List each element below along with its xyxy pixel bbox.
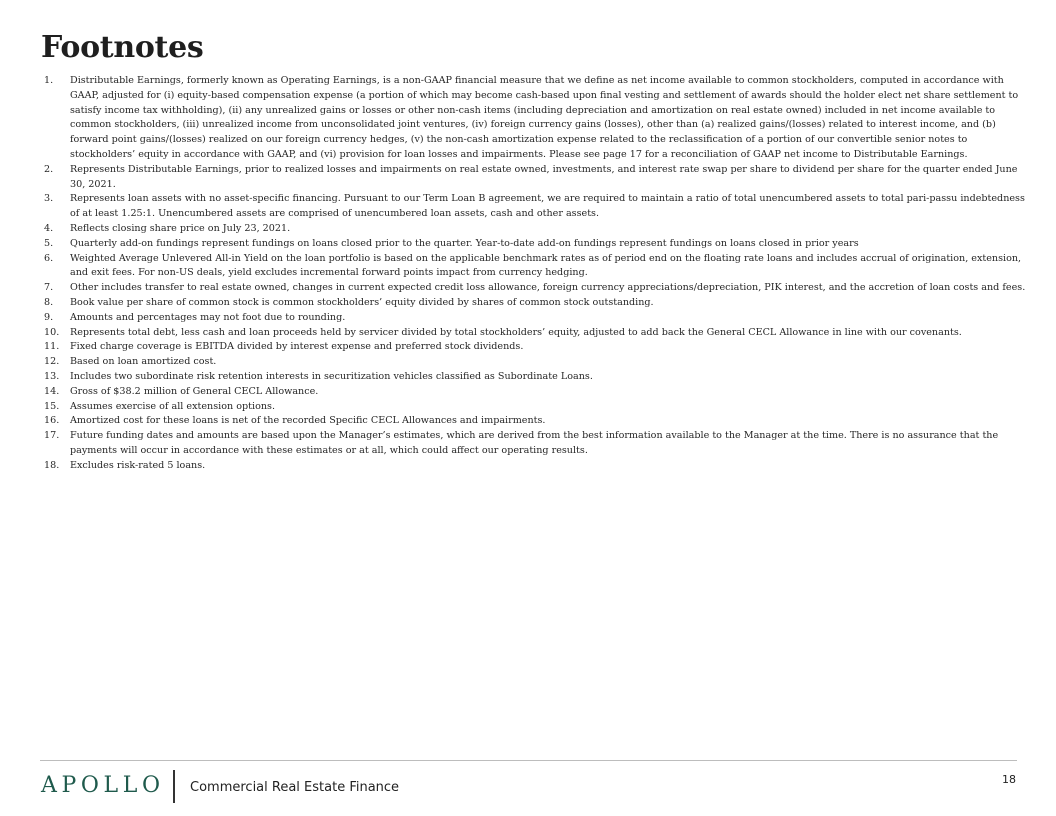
footnote-item [40, 252, 1026, 282]
page-title: Footnotes [41, 30, 204, 65]
footnote-number: 8. [44, 296, 54, 308]
footnote-text: Represents loan assets with no asset-specific financing. Pursuant to our Term Loan B agreement, we are required to maintain a ratio of total unencumbered assets to total pari-passu indebtedness of at least 1.25:1. Unencumbered assets are comprised of unencumbered loan assets, cash and other assets. [70, 193, 1025, 220]
footnote-number: 5. [44, 237, 54, 249]
footnote-text: Other includes transfer to real estate owned, changes in current expected credit loss allowance, foreign currency appreciations/depreciation, PIK interest, and the accretion of loan costs and fees. [70, 282, 1026, 294]
footnote-item [40, 74, 1026, 163]
footnote-item [40, 400, 1026, 415]
footnote-number: 12. [44, 356, 60, 368]
footnote-number: 13. [44, 370, 60, 382]
page-number: 18 [1002, 773, 1016, 786]
footnote-number: 15. [44, 400, 60, 412]
footnote-item [40, 296, 1026, 311]
footnote-text: Represents total debt, less cash and loan proceeds held by servicer divided by total stockholders’ equity, adjusted to add back the General CECL Allowance in line with our covenants. [70, 326, 962, 338]
footnote-number: 3. [44, 193, 54, 205]
footnote-text: Amortized cost for these loans is net of the recorded Specific CECL Allowances and impairments. [70, 415, 546, 427]
footnote-text: Reflects closing share price on July 23, 2021. [70, 222, 291, 234]
footer-vertical-divider [173, 770, 175, 803]
footnote-text: Future funding dates and amounts are based upon the Manager’s estimates, which are derived from the best information available to the Manager at the time. There is no assurance that the payments will occur in accordance with these estimates or at all, which could affect our operating results. [70, 430, 999, 456]
footnote-number: 1. [44, 75, 54, 86]
footnote-text: Weighted Average Unlevered All-in Yield on the loan portfolio is based on the applicable benchmark rates as of period end on the floating rate loans and includes accrual of origination, extension, and exit fees. For non-US deals, yield excludes incremental forward points impact from currency hedging. [70, 252, 1022, 279]
footnote-number: 17. [44, 430, 60, 442]
footnote-text: Represents Distributable Earnings, prior to realized losses and impairments on real estate owned, investments, and interest rate swap per share to dividend per share for the quarter ended June 30, 2021. [70, 163, 1018, 190]
footnote-text: Gross of $38.2 million of General CECL Allowance. [70, 385, 319, 397]
footnote-text: Includes two subordinate risk retention interests in securitization vehicles classified as Subordinate Loans. [70, 370, 593, 382]
footnote-number: 6. [44, 252, 54, 264]
footnote-item [40, 326, 1026, 341]
footnote-item [40, 311, 1026, 326]
footnote-number: 10. [44, 326, 60, 338]
footnote-text: Distributable Earnings, formerly known as Operating Earnings, is a non-GAAP financial measure that we define as net income available to common stockholders, computed in accordance with GAAP, adjusted for (i) equity-based compensation expense (a portion of which may become cash-based upon final vesting and settlement of awards should the holder elect net share settlement to satisfy income tax withholding), (ii) any unrealized gains or losses or other non-cash items (including depreciation and amortization on real estate owned) included in net income available to common stockholders, (iii) unrealized income from unconsolidated joint ventures, (iv) foreign currency gains (losses), other than (a) realized gains/(losses) related to interest income, and (b) forward point gains/(losses) realized on our foreign currency hedges, (v) the non-cash amortization expense related to the reclassification of a portion of our convertible senior notes to stockholders’ equity in accordance with GAAP, and (vi) provision for loan losses and impairments. Please see page 17 for a reconciliation of GAAP net income to Distributable Earnings. [70, 75, 1019, 160]
footnote-item [40, 222, 1026, 237]
footnote-text: Quarterly add-on fundings represent fundings on loans closed prior to the quarter. Year-to-date add-on fundings represent fundings on loans closed in prior years [70, 237, 859, 249]
footnote-item [40, 163, 1026, 193]
footer-section-label: Commercial Real Estate Finance [190, 780, 400, 795]
footnote-number: 16. [44, 415, 60, 427]
footnote-item [40, 237, 1026, 252]
footnote-item [40, 192, 1026, 222]
apollo-logo: APOLLO [41, 773, 165, 798]
footnote-text: Amounts and percentages may not foot due to rounding. [70, 311, 346, 323]
footnote-text: Fixed charge coverage is EBITDA divided by interest expense and preferred stock dividends. [70, 341, 524, 353]
footnote-number: 11. [44, 341, 60, 353]
footnote-item [40, 340, 1026, 355]
footnote-number: 14. [44, 385, 60, 397]
footnote-number: 7. [44, 282, 54, 294]
footnote-number: 9. [44, 311, 54, 323]
footnote-text: Excludes risk-rated 5 loans. [70, 459, 206, 471]
footnote-item [40, 459, 1026, 474]
footnote-text: Book value per share of common stock is common stockholders’ equity divided by shares of common stock outstanding. [70, 296, 654, 308]
footnote-number: 18. [44, 459, 60, 471]
footer-divider-line [40, 760, 1017, 761]
footnote-number: 2. [44, 163, 54, 175]
footnote-item [40, 281, 1026, 296]
footnote-item [40, 414, 1026, 429]
footnote-text: Based on loan amortized cost. [70, 356, 217, 368]
footnote-item [40, 370, 1026, 385]
footnotes-list [40, 74, 1026, 474]
footnote-text: Assumes exercise of all extension options. [70, 400, 275, 412]
footnote-item [40, 385, 1026, 400]
footnote-item [40, 355, 1026, 370]
footnote-number: 4. [44, 222, 54, 234]
footnote-item [40, 429, 1026, 459]
